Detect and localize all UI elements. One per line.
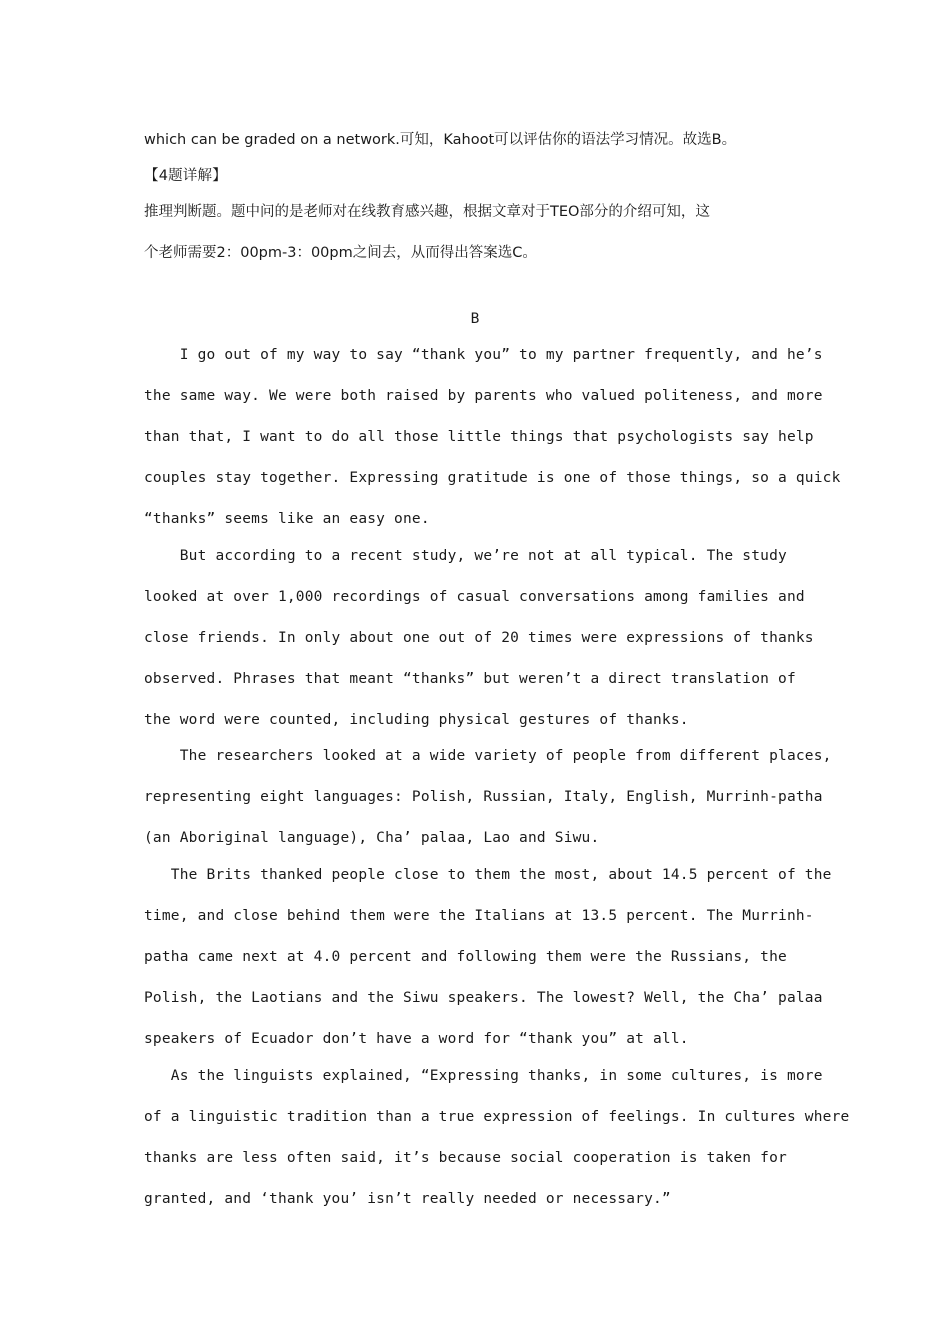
- passage-line: time, and close behind them were the Italians at 13.5 percent. The Murrinh-: [144, 908, 814, 924]
- passage-line: representing eight languages: Polish, Russian, Italy, English, Murrinh-patha: [144, 789, 823, 805]
- passage-line: I go out of my way to say “thank you” to my partner frequently, and he’s: [144, 347, 823, 363]
- q4-heading: 【4题详解】: [144, 168, 227, 184]
- passage-line: (an Aboriginal language), Cha’ palaa, Lao and Siwu.: [144, 830, 600, 846]
- passage-line: speakers of Ecuador don’t have a word for “thank you” at all.: [144, 1031, 689, 1047]
- passage-line: than that, I want to do all those little things that psychologists say help: [144, 429, 814, 445]
- passage-line: close friends. In only about one out of 20 times were expressions of thanks: [144, 630, 814, 646]
- q4-explanation-line-2: 个老师需要2：00pm-3：00pm之间去，从而得出答案选C。: [144, 245, 537, 261]
- passage-line: The researchers looked at a wide variety of people from different places,: [144, 748, 832, 764]
- section-title: B: [470, 311, 480, 327]
- passage-line: Polish, the Laotians and the Siwu speakers. The lowest? Well, the Cha’ palaa: [144, 990, 823, 1006]
- passage-line: of a linguistic tradition than a true expression of feelings. In cultures where: [144, 1109, 850, 1125]
- passage-line: patha came next at 4.0 percent and following them were the Russians, the: [144, 949, 787, 965]
- answer-line-1: which can be graded on a network.可知，Kahoot可以评估你的语法学习情况。故选B。: [144, 132, 737, 148]
- passage-line: granted, and ‘thank you’ isn’t really needed or necessary.”: [144, 1191, 671, 1207]
- passage-line: the same way. We were both raised by parents who valued politeness, and more: [144, 388, 823, 404]
- q4-explanation-line-1: 推理判断题。题中问的是老师对在线教育感兴趣，根据文章对于TEO部分的介绍可知，这: [144, 204, 710, 220]
- passage-line: couples stay together. Expressing gratitude is one of those things, so a quick: [144, 470, 841, 486]
- passage-line: thanks are less often said, it’s because social cooperation is taken for: [144, 1150, 787, 1166]
- passage-line: “thanks” seems like an easy one.: [144, 511, 430, 527]
- passage-line: looked at over 1,000 recordings of casual conversations among families and: [144, 589, 805, 605]
- passage-line: observed. Phrases that meant “thanks” but weren’t a direct translation of: [144, 671, 796, 687]
- passage-line: The Brits thanked people close to them the most, about 14.5 percent of the: [144, 867, 832, 883]
- passage-line: As the linguists explained, “Expressing thanks, in some cultures, is more: [144, 1068, 823, 1084]
- passage-line: the word were counted, including physical gestures of thanks.: [144, 712, 689, 728]
- passage-line: But according to a recent study, we’re not at all typical. The study: [144, 548, 787, 564]
